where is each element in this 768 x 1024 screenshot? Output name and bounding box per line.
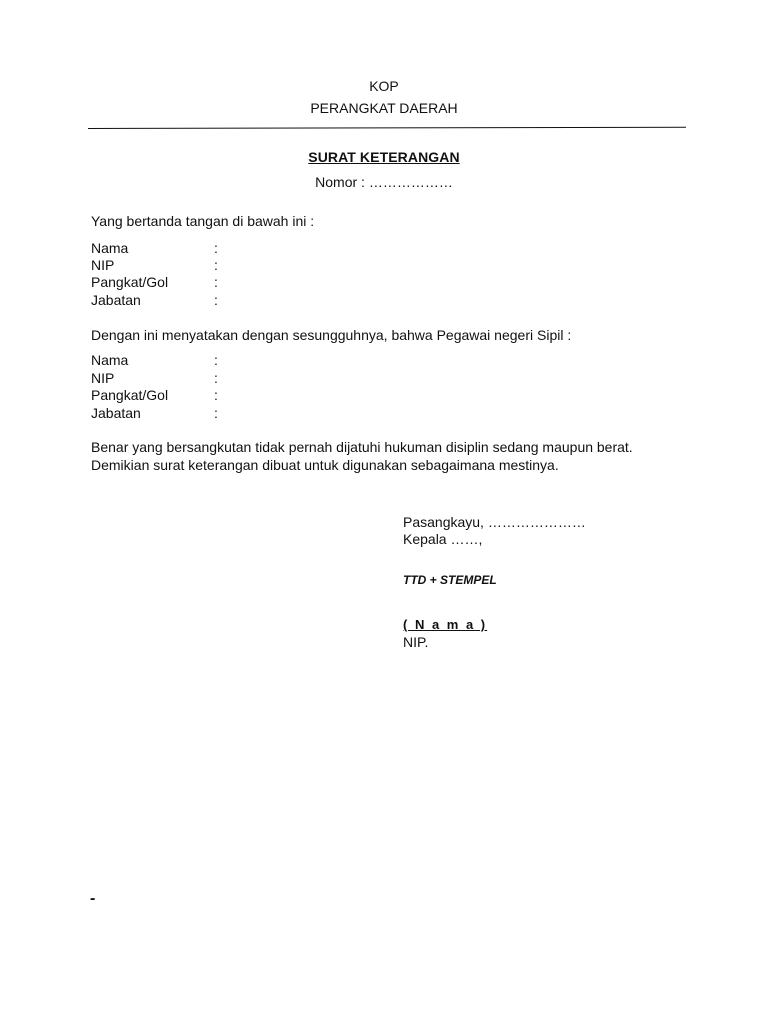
subject-pangkat-label: Pangkat/Gol bbox=[91, 387, 169, 403]
signatory-jabatan-label: Jabatan bbox=[91, 292, 141, 308]
signatory-nip-label: NIP bbox=[91, 257, 115, 273]
subject-intro: Dengan ini menyatakan dengan sesungguhnya, bahwa Pegawai negeri Sipil : bbox=[91, 327, 572, 343]
subject-jabatan-colon: : bbox=[214, 405, 218, 421]
kop-subtitle: PERANGKAT DAERAH bbox=[310, 100, 458, 116]
signature-stamp-placeholder: TTD + STEMPEL bbox=[403, 573, 497, 587]
letter-title: SURAT KETERANGAN bbox=[308, 149, 460, 165]
signatory-pangkat-label: Pangkat/Gol bbox=[91, 274, 169, 290]
signature-place-date: Pasangkayu, ………………… bbox=[403, 514, 586, 530]
letterhead-rule bbox=[88, 127, 686, 129]
signatory-jabatan-colon: : bbox=[214, 292, 218, 308]
letter-number: Nomor : ……………… bbox=[315, 174, 453, 190]
statement-line-1: Benar yang bersangkutan tidak pernah dijatuhi hukuman disiplin sedang maupun berat. bbox=[91, 439, 633, 455]
footer-mark: - bbox=[90, 890, 96, 907]
signatory-nip-colon: : bbox=[214, 257, 218, 273]
subject-jabatan-label: Jabatan bbox=[91, 405, 141, 421]
signatory-nama-label: Nama bbox=[91, 240, 129, 256]
statement-line-2: Demikian surat keterangan dibuat untuk digunakan sebagaimana mestinya. bbox=[91, 457, 559, 473]
signatory-intro: Yang bertanda tangan di bawah ini : bbox=[91, 213, 315, 229]
kop-title: KOP bbox=[369, 78, 399, 94]
signature-role: Kepala ……, bbox=[403, 531, 483, 547]
signature-name: ( N a m a ) bbox=[403, 617, 488, 632]
signatory-nama-colon: : bbox=[214, 240, 218, 256]
subject-nip-label: NIP bbox=[91, 370, 115, 386]
signatory-pangkat-colon: : bbox=[214, 274, 218, 290]
subject-pangkat-colon: : bbox=[214, 387, 218, 403]
signature-nip: NIP. bbox=[403, 634, 429, 650]
subject-nama-label: Nama bbox=[91, 352, 129, 368]
subject-nama-colon: : bbox=[214, 352, 218, 368]
subject-nip-colon: : bbox=[214, 370, 218, 386]
